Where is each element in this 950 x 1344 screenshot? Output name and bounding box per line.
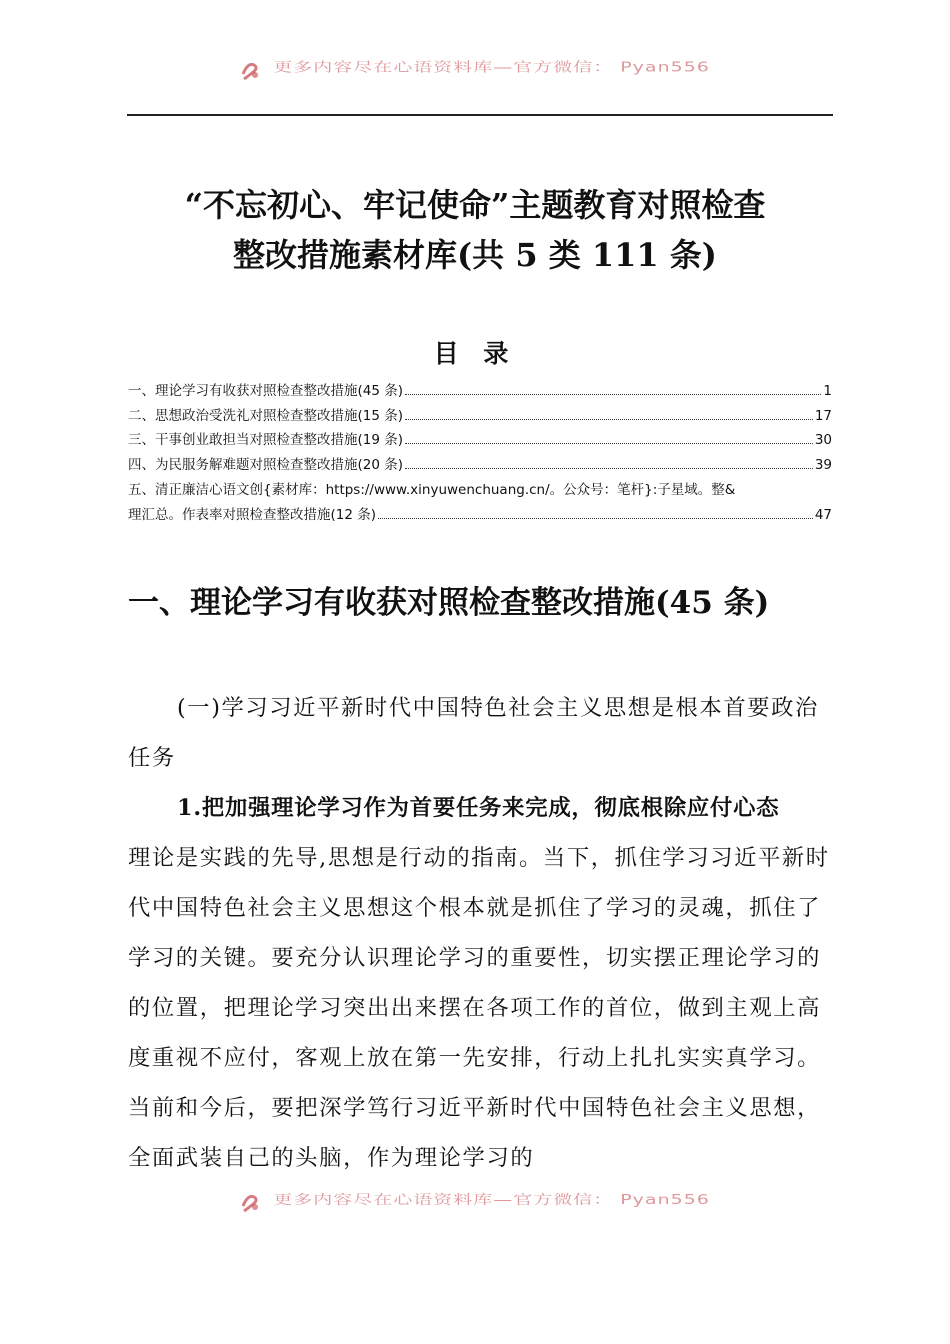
toc-entry-page: 17: [814, 407, 832, 424]
toc-entry-label: 三、干事创业敢担当对照检查整改措施(19 条): [128, 432, 404, 449]
body-text: [128, 683, 834, 1183]
toc-entry-page: 47: [814, 506, 832, 523]
toc-entry-5-line-1: 五、清正廉洁心语文创{素材库：https://www.xinyuwenchuang.cn/。公众号：笔杆}:子星域。整&: [128, 481, 736, 498]
toc-entry-5[interactable]: [128, 478, 832, 527]
item-title: 1.把加强理论学习作为首要任务来完成，彻底根除应付心态: [177, 795, 780, 821]
toc-entry-2[interactable]: [128, 404, 832, 429]
toc-entry-1[interactable]: [128, 379, 832, 404]
header-watermark: [0, 56, 950, 86]
toc-entry-page: 39: [814, 457, 832, 474]
watermark-logo-icon: [240, 59, 262, 81]
toc-heading: 目 录: [433, 339, 517, 368]
toc-leader: [405, 457, 813, 469]
watermark-text: 更多内容尽在心语资料库—官方微信： Pyan556: [273, 59, 710, 76]
toc-entry-label: 四、为民服务解难题对照检查整改措施(20 条): [128, 457, 404, 474]
toc-leader: [378, 507, 813, 519]
title-line-1: “不忘初心、牢记使命”主题教育对照检查: [184, 186, 766, 224]
subheading: (一)学习习近平新时代中国特色社会主义思想是根本首要政治任务: [128, 695, 819, 771]
table-of-contents: [128, 379, 832, 527]
toc-entry-label: 二、思想政治受洗礼对照检查整改措施(15 条): [128, 407, 404, 424]
title-line-2: 整改措施素材库(共 5 类 111 条): [233, 236, 717, 274]
header-rule: [127, 114, 833, 116]
toc-leader: [405, 408, 813, 420]
body-paragraph: 理论是实践的先导,思想是行动的指南。当下，抓住学习习近平新时代中国特色社会主义思想这个根本就是抓住了学习的灵魂，抓住了学习的关键。要充分认识理论学习的重要性，切实摆正理论学习的的位置，把理论学习突出出来摆在各项工作的首位，做到主观上高度重视不应付，客观上放在第一先安排，行动上扎扎实实真学习。当前和今后，要把深学笃行习近平新时代中国特色社会主义思想，全面武装自己的头脑，作为理论学习的: [128, 845, 830, 1171]
section-heading: 一、理论学习有收获对照检查整改措施(45 条): [128, 585, 770, 621]
toc-leader: [405, 383, 821, 395]
watermark-text: 更多内容尽在心语资料库—官方微信： Pyan556: [273, 1191, 710, 1208]
toc-entry-label: 理汇总。作表率对照检查整改措施(12 条): [128, 506, 377, 523]
footer-watermark: [0, 1188, 950, 1218]
toc-leader: [405, 432, 813, 444]
toc-entry-page: 30: [814, 432, 832, 449]
toc-entry-page: 1: [823, 383, 832, 399]
document-title: [80, 180, 870, 280]
toc-entry-3[interactable]: [128, 428, 832, 453]
toc-entry-4[interactable]: [128, 453, 832, 478]
toc-entry-label: 一、理论学习有收获对照检查整改措施(45 条): [128, 383, 404, 399]
toc-entry-5-line-2: [128, 503, 832, 528]
watermark-logo-icon: [240, 1191, 262, 1213]
